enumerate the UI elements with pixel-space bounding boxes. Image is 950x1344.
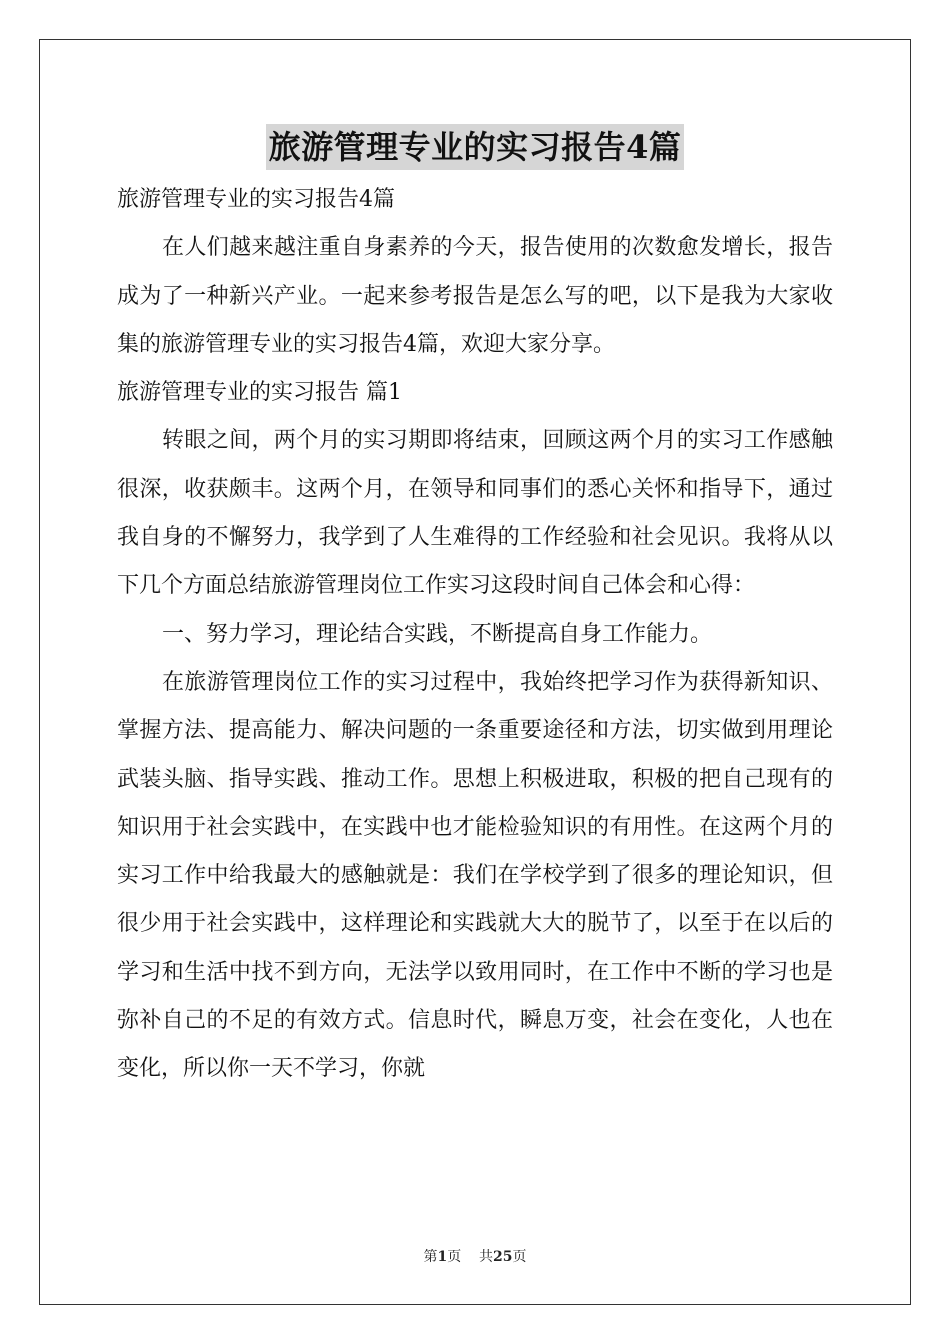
title-container bbox=[0, 124, 950, 170]
total-suffix: 页 bbox=[512, 1249, 527, 1265]
page-prefix: 第 bbox=[423, 1249, 438, 1265]
total-prefix: 共 bbox=[479, 1249, 494, 1265]
section-heading: 旅游管理专业的实习报告 篇1 bbox=[117, 380, 402, 406]
paragraph-intro: 在人们越来越注重自身素养的今天，报告使用的次数愈发增长，报告成为了一种新兴产业。一起来参考报告是怎么写的吧，以下是我为大家收集的旅游管理专业的实习报告4篇，欢迎大家分享。 bbox=[117, 235, 833, 357]
document-title: 旅游管理专业的实习报告4篇 bbox=[266, 124, 685, 170]
paragraph-overview: 转眼之间，两个月的实习期即将结束，回顾这两个月的实习工作感触很深，收获颇丰。这两个月，在领导和同事们的悉心关怀和指导下，通过我自身的不懈努力，我学到了人生难得的工作经验和社会见识。我将从以下几个方面总结旅游管理岗位工作实习这段时间自己体会和心得： bbox=[117, 428, 833, 599]
document-body bbox=[117, 176, 833, 1094]
paragraph-subtitle: 旅游管理专业的实习报告4篇 bbox=[117, 187, 395, 212]
paragraph-learning: 在旅游管理岗位工作的实习过程中，我始终把学习作为获得新知识、掌握方法、提高能力、解决问题的一条重要途径和方法，切实做到用理论武装头脑、指导实践、推动工作。思想上积极进取，积极的把自己现有的知识用于社会实践中，在实践中也才能检验知识的有用性。在这两个月的实习工作中给我最大的感触就是：我们在学校学到了很多的理论知识，但很少用于社会实践中，这样理论和实践就大大的脱节了，以至于在以后的学习和生活中找不到方向，无法学以致用同时，在工作中不断的学习也是弥补自己的不足的有效方式。信息时代，瞬息万变，社会在变化，人也在变化，所以你一天不学习，你就 bbox=[117, 669, 833, 1082]
paragraph-point-one: 一、努力学习，理论结合实践，不断提高自身工作能力。 bbox=[162, 621, 713, 647]
page-current: 1 bbox=[437, 1249, 448, 1265]
page-suffix: 页 bbox=[447, 1249, 462, 1265]
page-total: 25 bbox=[493, 1249, 513, 1265]
page-footer bbox=[0, 1246, 950, 1266]
